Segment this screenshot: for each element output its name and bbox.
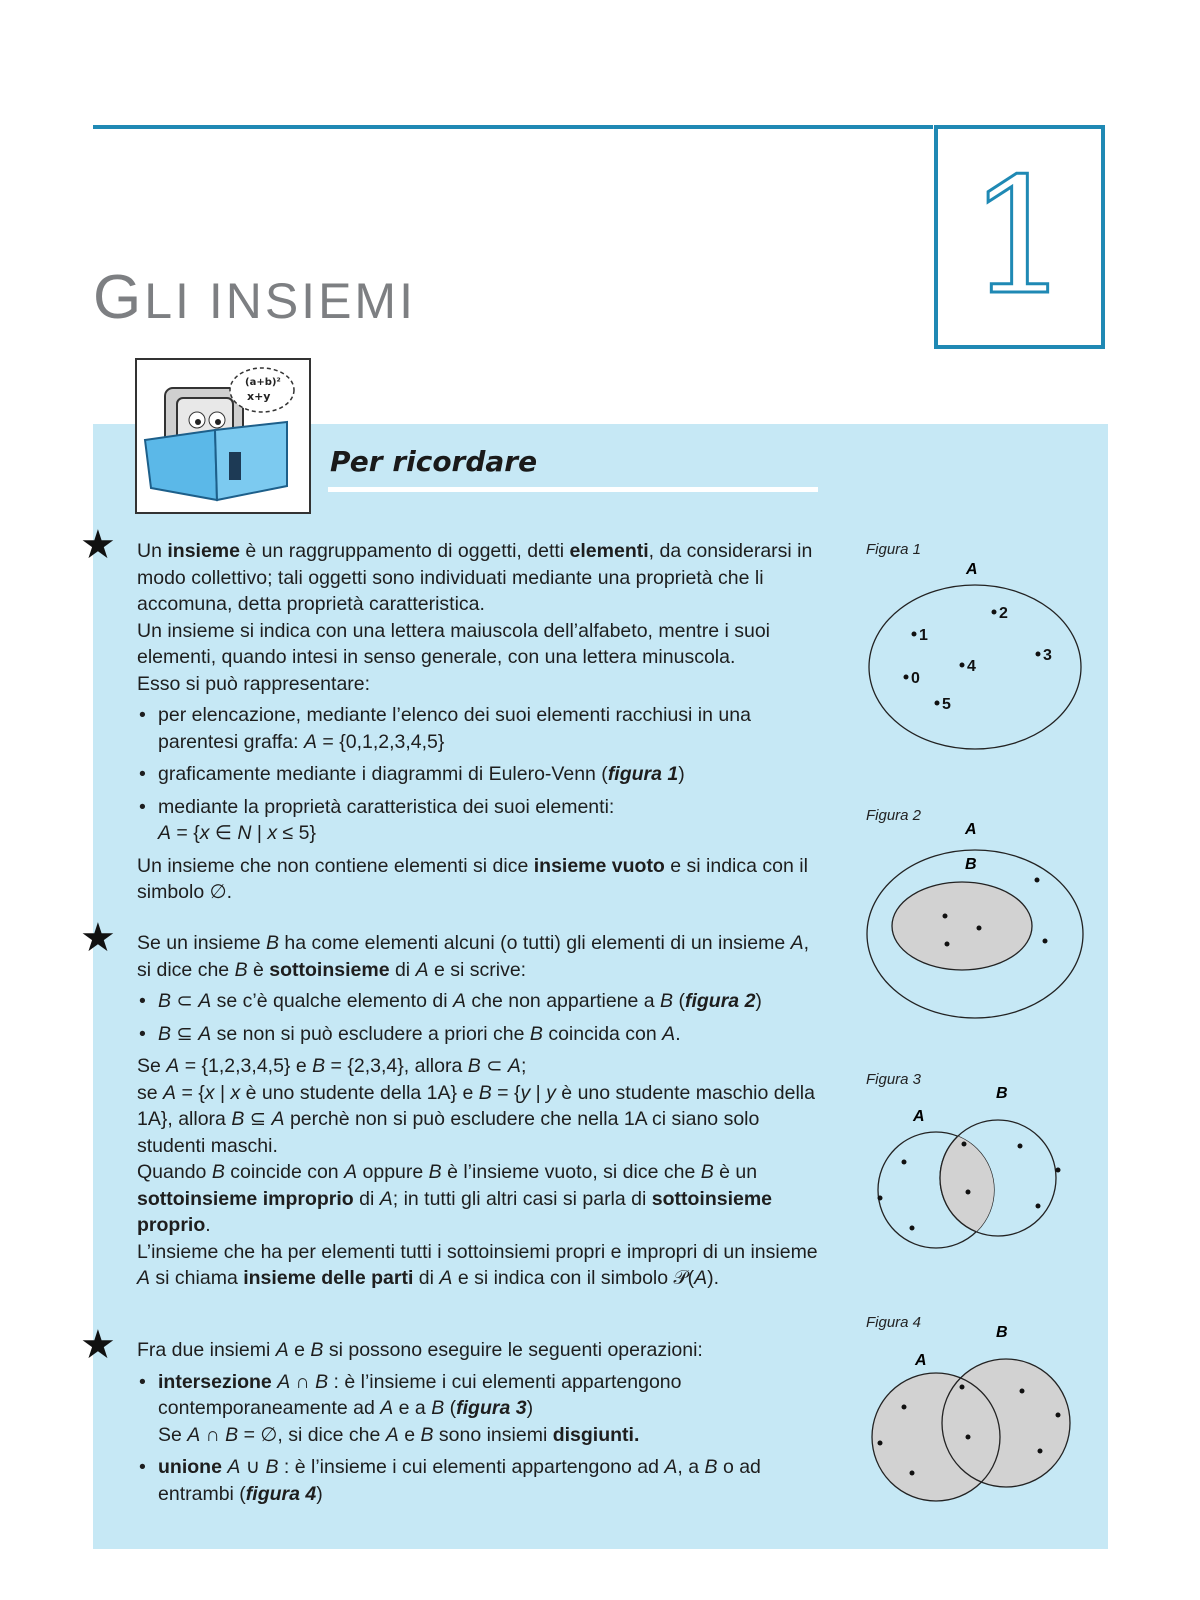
subset-example-2: se A = {x | x è uno studente della 1A} e B = {y | y è uno studente maschio della 1A}, allora B ⊆ A perchè non si può escludere che nella 1A ci siano solo studenti maschi. [137,1081,815,1157]
mascot-reading-icon [135,358,311,514]
representation-intro: Esso si può rappresentare: [137,672,371,695]
list-item: • mediante la proprietà caratteristica dei suoi elementi: A = {x ∈ N | x ≤ 5} [137,794,820,847]
list-item: • B ⊆ A se non si può escludere a priori che B coincida con A. [137,1021,820,1048]
element-dot [1056,1413,1061,1418]
element-dot [878,1441,883,1446]
element-label: 0 [911,670,920,687]
svg-text:(a+b)²: (a+b)² [245,377,281,388]
operations-list [137,1369,820,1508]
notation-paragraph: Un insieme si indica con una lettera maiuscola dell’alfabeto, mentre i suoi elementi, quando intesi in senso generale, con una lettera minuscola. [137,619,770,668]
element-label: 3 [1043,647,1052,664]
element-dot [1038,1449,1043,1454]
element-label: 4 [967,658,976,675]
figure-1-label: Figura 1 [866,541,922,558]
element-dot [910,1226,915,1231]
element-dot [1035,878,1040,883]
star-icon: ★ [80,1322,116,1368]
set-b-label: B [996,1085,1008,1102]
section-heading: Per ricordare [330,445,538,478]
subset-definition: Se un insieme B ha come elementi alcuni (o tutti) gli elementi di un insieme A, si dice che B è sottoinsieme di A e si scrive: [137,932,810,981]
list-item: • unione A ∪ B : è l’insieme i cui elementi appartengono ad A, a B o ad entrambi (figura 4) [137,1454,820,1507]
element-dot [902,1160,907,1165]
figure-3-label: Figura 3 [866,1071,922,1088]
chapter-title-rest: LI INSIEMI [144,273,416,329]
element-label: 1 [919,627,928,644]
subset-example-1: Se A = {1,2,3,4,5} e B = {2,3,4}, allora B ⊂ A; [137,1055,527,1077]
element-dot [962,1142,967,1147]
power-set-paragraph: L’insieme che ha per elementi tutti i sottoinsiemi propri e impropri di un insieme A si chiama insieme delle parti di A e si indica con il simbolo 𝒫(A). [137,1240,818,1289]
set-a-label: A [965,821,977,838]
list-item: • intersezione A ∩ B : è l’insieme i cui elementi appartengono contemporaneamente ad A e a B (figura 3) Se A ∩ B = ∅, si dice che A e B sono insiemi disgiunti. [137,1369,820,1449]
set-b-label: B [965,856,977,873]
element-dot [966,1435,971,1440]
definition-paragraph: Un insieme è un raggruppamento di oggetti, detti elementi, da considerarsi in modo collettivo; tali oggetti sono individuati mediante una proprietà che li accomuna, detta proprietà caratteristica. [137,540,813,615]
star-icon: ★ [80,915,116,961]
svg-text:x+y: x+y [247,390,271,403]
top-rule [93,125,933,129]
element-label: 5 [942,696,951,713]
figure-3-venn-diagram [858,1082,1098,1257]
chapter-number: 1 [968,143,1071,330]
figure-2-label: Figura 2 [866,807,922,824]
element-dot [910,1471,915,1476]
element-dot [1043,939,1048,944]
set-a-label: A [915,1352,927,1369]
element-dot [1036,1204,1041,1209]
subset-block [137,930,820,1292]
element-dot [960,1385,965,1390]
improper-subset-paragraph: Quando B coincide con A oppure B è l’insieme vuoto, si dice che B è un sottoinsieme improprio di A; in tutti gli altri casi si parla di sottoinsieme proprio. [137,1161,773,1236]
set-a-label: A [913,1108,925,1125]
element-label: 2 [999,605,1008,622]
list-item: • per elencazione, mediante l’elenco dei suoi elementi racchiusi in una parentesi graffa: A = {0,1,2,3,4,5} [137,702,820,755]
empty-set-paragraph: Un insieme che non contiene elementi si dice insieme vuoto e si indica con il simbolo ∅. [137,854,808,903]
element-dot [878,1196,883,1201]
representation-list [137,702,820,847]
chapter-title [93,262,416,333]
definition-block [137,538,820,906]
chapter-title-initial: G [93,263,145,332]
element-dot [1020,1389,1025,1394]
section-rule [328,487,818,492]
element-dot [943,914,948,919]
figure-4-label: Figura 4 [866,1314,922,1331]
figure-1-venn-diagram [858,555,1098,755]
list-item: • B ⊂ A se c’è qualche elemento di A che non appartiene a B (figura 2) [137,988,820,1015]
figure-2-venn-diagram [858,820,1098,1030]
element-dot [1018,1144,1023,1149]
figure-4-venn-diagram [858,1325,1098,1505]
set-b-label: B [996,1325,1008,1341]
subset-list [137,988,820,1047]
operations-block [137,1337,820,1513]
element-dot [1056,1168,1061,1173]
element-dot [966,1190,971,1195]
set-a-label: A [966,561,978,578]
list-item: • graficamente mediante i diagrammi di Eulero-Venn (figura 1) [137,761,820,788]
operations-intro: Fra due insiemi A e B si possono eseguire le seguenti operazioni: [137,1339,703,1361]
element-dot [977,926,982,931]
chapter-number-box [934,125,1105,349]
element-dot [945,942,950,947]
star-icon: ★ [80,522,116,568]
element-dot [902,1405,907,1410]
